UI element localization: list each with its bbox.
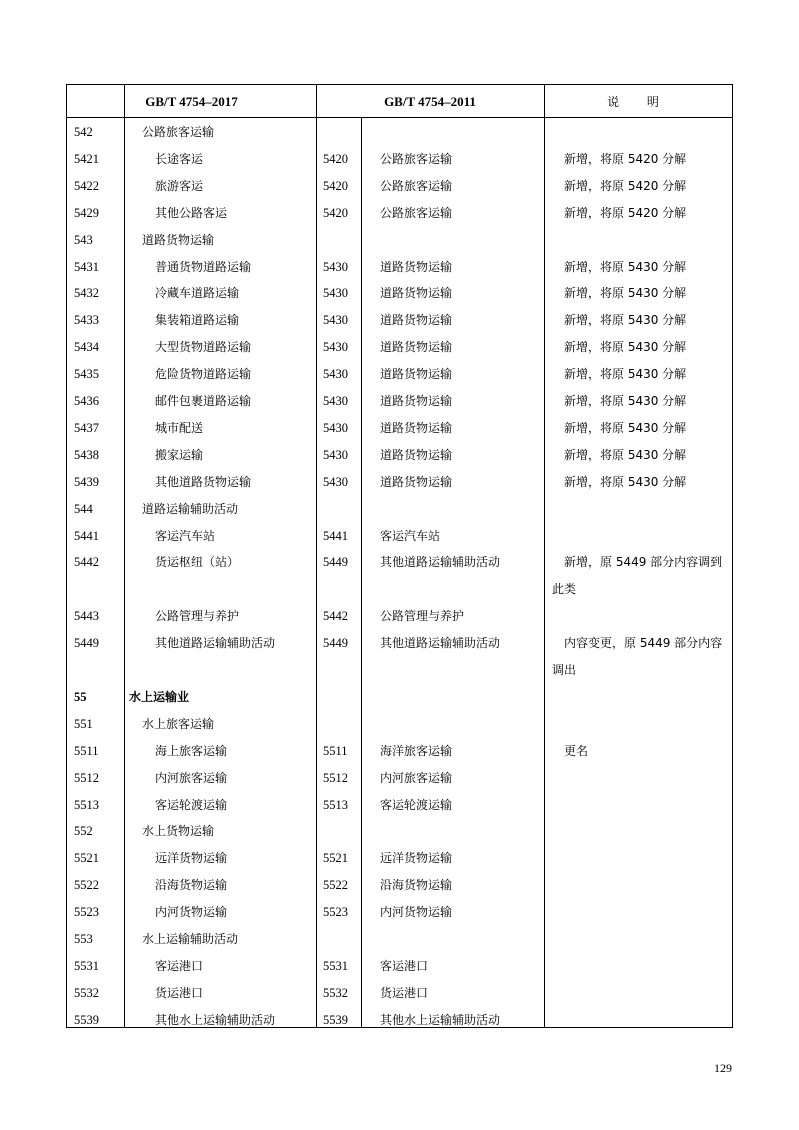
name-2011: 海洋旅客运输 [380, 743, 453, 758]
code-2017: 5442 [74, 555, 99, 570]
name-2017: 公路旅客运输 [142, 125, 215, 139]
name-2017: 客运轮渡运输 [155, 797, 228, 812]
column-divider [124, 85, 125, 1027]
note-text: 新增，将原 5430 分解 [564, 394, 687, 408]
page-number: 129 [714, 1061, 732, 1075]
name-2017: 水上运输业 [129, 689, 190, 704]
name-2011: 其他水上运输辅助活动 [380, 1012, 501, 1027]
note-text: 新增，将原 5430 分解 [564, 420, 687, 435]
code-2017: 5421 [74, 151, 99, 166]
code-2017: 55 [74, 689, 87, 704]
code-2017: 543 [74, 232, 93, 247]
header-gbt-2017: GB/T 4754–2017 [145, 94, 238, 109]
code-2017: 5531 [74, 958, 99, 973]
code-2011: 5420 [323, 151, 348, 166]
name-2011: 公路旅客运输 [380, 151, 453, 166]
code-2017: 5437 [74, 420, 99, 435]
header-divider [67, 117, 732, 118]
code-2017: 5522 [74, 878, 99, 893]
code-2011: 5449 [323, 636, 348, 651]
note-text: 新增，将原 5430 分解 [564, 313, 687, 328]
note-text: 新增，原 5449 部分内容调到此类 [552, 555, 723, 597]
code-2017: 5422 [74, 178, 99, 193]
code-2017: 5433 [74, 313, 99, 328]
code-2011: 5522 [323, 878, 348, 893]
code-2017: 5539 [74, 1012, 99, 1027]
name-2017: 其他水上运输辅助活动 [155, 1012, 276, 1027]
name-2011: 道路货物运输 [380, 474, 453, 489]
code-2017: 5438 [74, 447, 99, 462]
code-2017: 5431 [74, 259, 99, 274]
code-2017: 5521 [74, 851, 99, 866]
name-2011: 道路货物运输 [380, 367, 453, 382]
code-2011: 5442 [323, 609, 348, 624]
note-text: 新增，将原 5430 分解 [564, 286, 687, 301]
code-2011: 5512 [323, 770, 348, 785]
code-2011: 5430 [323, 367, 348, 382]
code-2011: 5521 [323, 851, 348, 866]
name-2017: 旅游客运 [155, 178, 204, 193]
name-2017: 长途客运 [155, 151, 204, 166]
note-text: 新增，将原 5430 分解 [564, 340, 687, 355]
name-2017: 城市配送 [155, 420, 204, 435]
name-2017: 其他公路客运 [155, 205, 228, 220]
code-2017: 5512 [74, 770, 99, 785]
name-2017: 内河货物运输 [155, 905, 228, 920]
name-2017: 海上旅客运输 [155, 743, 228, 758]
code-2017: 5513 [74, 797, 99, 812]
note-text: 新增，将原 5430 分解 [564, 474, 687, 489]
name-2017: 危险货物道路运输 [155, 367, 252, 382]
code-2017: 5436 [74, 394, 99, 408]
name-2017: 大型货物道路运输 [155, 340, 252, 355]
name-2017: 邮件包裹道路运输 [155, 394, 252, 408]
code-2017: 553 [74, 932, 93, 946]
column-divider [316, 85, 317, 1027]
name-2011: 公路旅客运输 [380, 178, 453, 193]
code-2017: 5439 [74, 474, 99, 489]
note-text: 内容变更，原 5449 部分内容调出 [552, 636, 723, 678]
code-2017: 5443 [74, 609, 99, 624]
code-2011: 5430 [323, 313, 348, 328]
code-2011: 5531 [323, 958, 348, 973]
name-2011: 道路货物运输 [380, 394, 453, 408]
name-2017: 水上旅客运输 [142, 716, 215, 731]
code-2011: 5430 [323, 259, 348, 274]
name-2017: 集装箱道路运输 [155, 313, 240, 328]
code-2017: 544 [74, 501, 93, 516]
note-text: 新增，将原 5430 分解 [564, 259, 687, 274]
header-gbt-2011: GB/T 4754–2011 [384, 94, 476, 109]
note-text: 新增，将原 5420 分解 [564, 151, 687, 166]
code-2017: 5449 [74, 636, 99, 651]
code-2011: 5523 [323, 905, 348, 920]
code-2017: 5432 [74, 286, 99, 301]
name-2011: 远洋货物运输 [380, 851, 453, 866]
name-2011: 道路货物运输 [380, 420, 453, 435]
name-2017: 水上运输辅助活动 [142, 932, 239, 946]
code-2011: 5420 [323, 178, 348, 193]
code-2011: 5430 [323, 394, 348, 408]
code-2017: 5532 [74, 985, 99, 1000]
code-2017: 5434 [74, 340, 99, 355]
name-2017: 客运汽车站 [155, 528, 216, 543]
name-2011: 内河货物运输 [380, 905, 453, 920]
name-2011: 公路旅客运输 [380, 205, 453, 220]
name-2011: 其他道路运输辅助活动 [380, 636, 501, 651]
code-2011: 5430 [323, 286, 348, 301]
code-2017: 5435 [74, 367, 99, 382]
name-2017: 水上货物运输 [142, 824, 215, 839]
code-2011: 5430 [323, 420, 348, 435]
name-2011: 道路货物运输 [380, 259, 453, 274]
name-2011: 公路管理与养护 [380, 609, 465, 624]
code-2011: 5430 [323, 474, 348, 489]
name-2011: 其他道路运输辅助活动 [380, 555, 501, 570]
note-text: 新增，将原 5420 分解 [564, 205, 687, 220]
name-2017: 其他道路货物运输 [155, 474, 252, 489]
name-2017: 冷藏车道路运输 [155, 286, 240, 301]
name-2011: 道路货物运输 [380, 313, 453, 328]
code-2017: 542 [74, 125, 93, 139]
code-2017: 551 [74, 716, 93, 731]
name-2011: 内河旅客运输 [380, 770, 453, 785]
name-2011: 道路货物运输 [380, 447, 453, 462]
name-2017: 普通货物道路运输 [155, 259, 252, 274]
code-2017: 5523 [74, 905, 99, 920]
name-2017: 公路管理与养护 [155, 609, 240, 624]
name-2011: 道路货物运输 [380, 340, 453, 355]
code-2017: 5511 [74, 743, 99, 758]
name-2011: 客运轮渡运输 [380, 797, 453, 812]
name-2017: 远洋货物运输 [155, 851, 228, 866]
name-2011: 沿海货物运输 [380, 878, 453, 893]
column-divider [361, 118, 362, 1027]
name-2011: 客运汽车站 [380, 528, 441, 543]
name-2017: 内河旅客运输 [155, 770, 228, 785]
code-2011: 5532 [323, 985, 348, 1000]
name-2011: 客运港口 [380, 958, 429, 973]
code-2011: 5449 [323, 555, 348, 570]
name-2017: 货运港口 [155, 985, 204, 1000]
name-2011: 货运港口 [380, 985, 429, 1000]
note-text: 新增，将原 5420 分解 [564, 178, 687, 193]
classification-table [66, 84, 733, 1028]
code-2011: 5539 [323, 1012, 348, 1027]
code-2017: 5429 [74, 205, 99, 220]
header-note: 说 明 [607, 95, 671, 109]
code-2017: 552 [74, 824, 93, 839]
code-2011: 5441 [323, 528, 348, 543]
name-2017: 道路货物运输 [142, 232, 215, 247]
note-text: 新增，将原 5430 分解 [564, 367, 687, 382]
column-divider [544, 85, 545, 1027]
code-2011: 5420 [323, 205, 348, 220]
name-2011: 道路货物运输 [380, 286, 453, 301]
code-2011: 5513 [323, 797, 348, 812]
note-text: 更名 [564, 743, 589, 758]
code-2011: 5430 [323, 447, 348, 462]
note-text: 新增，将原 5430 分解 [564, 447, 687, 462]
name-2017: 客运港口 [155, 958, 204, 973]
name-2017: 沿海货物运输 [155, 878, 228, 893]
code-2017: 5441 [74, 528, 99, 543]
code-2011: 5430 [323, 340, 348, 355]
name-2017: 货运枢纽（站） [155, 555, 240, 570]
code-2011: 5511 [323, 743, 348, 758]
name-2017: 道路运输辅助活动 [142, 501, 239, 516]
name-2017: 搬家运输 [155, 447, 204, 462]
name-2017: 其他道路运输辅助活动 [155, 636, 276, 651]
